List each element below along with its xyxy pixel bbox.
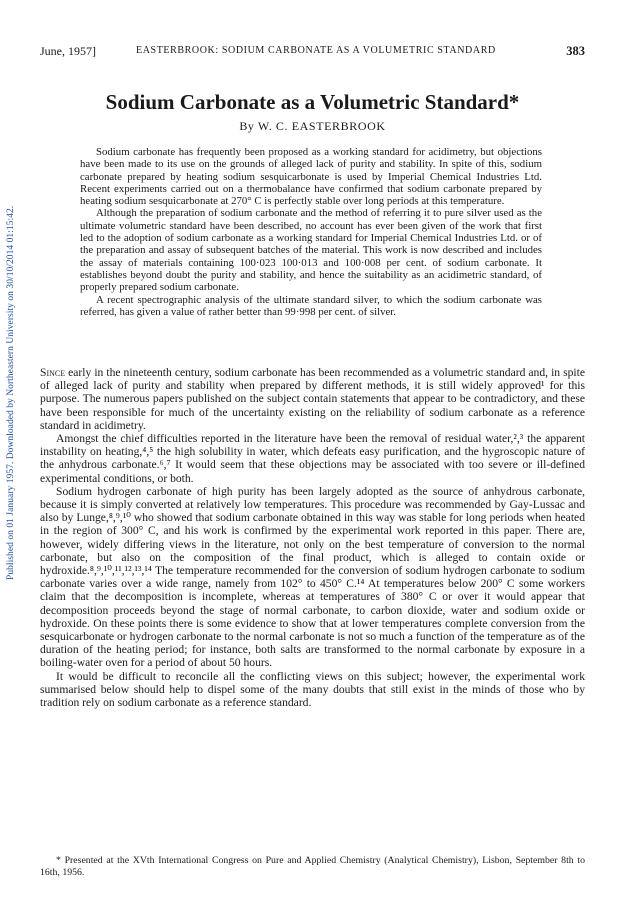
abstract-paragraph: A recent spectrographic analysis of the ultimate standard silver, to which the sodium carbonate was referred, has given a value of rather better than 99·998 per cent. of silver. — [80, 293, 542, 318]
article-body — [40, 366, 585, 709]
abstract — [80, 146, 542, 318]
body-paragraph: Sodium hydrogen carbonate of high purity has been largely adopted as the source of anhydrous carbonate, because it is simply converted at relatively low temperatures. This procedure was recommended by Gay-Lussac and also by Lunge,⁸,⁹,¹⁰ who showed that sodium carbonate obtained in this way was stable for long periods when heated in the region of 300° C, and his work is confirmed by the experimental work reported in this paper. There are, however, widely differing views in the literature, not only on the best temperature of conversion to the normal carbonate, but also on the composition of the final product, which is alleged to contain oxide or hydroxide.⁸,⁹,¹⁰,¹¹,¹²,¹³,¹⁴ The temperature recommended for the conversion of sodium hydrogen carbonate to sodium carbonate varies over a wide range, namely from 102° to 450° C.¹⁴ At temperatures below 200° C some workers claim that the decomposition is incomplete, whereas at temperatures of 380° C or over it would appear that decomposition proceeds beyond the stage of normal carbonate, to carbon dioxide, water and sodium oxide or hydroxide. On these points there is some evidence to show that at lower temperatures complete conversion from the sesquicarbonate or hydrogen carbonate to the normal carbonate is not so much a function of the temperature as of the duration of the heating period; for instance, both salts are transformed to the normal carbonate by exposure in a boiling-water oven for a period of about 50 hours. — [40, 484, 585, 670]
header-running-title: EASTERBROOK: SODIUM CARBONATE AS A VOLUMETRIC STANDARD — [136, 45, 496, 56]
body-paragraph: Amongst the chief difficulties reported in the literature have been the removal of residual water,²,³ the apparent instability on heating,⁴,⁵ the high solubility in water, which defeats easy purification, and the hygroscopic nature of the anhydrous carbonate.⁶,⁷ It would seem that these objections may be associated with too severe or ill-defined experimental conditions, or both. — [40, 432, 585, 485]
download-watermark-text: Published on 01 January 1957. Downloaded by Northeastern University on 30/10/2014 01:15:42. — [6, 205, 16, 580]
footnote — [40, 855, 585, 878]
article-title: Sodium Carbonate as a Volumetric Standard* — [105, 90, 520, 114]
body-paragraph: It would be difficult to reconcile all the conflicting views on this subject; however, the experimental work summarised below should help to dispel some of the many doubts that still exist in the minds of those who by tradition rely on sodium carbonate as a reference standard. — [40, 669, 585, 710]
header-date: June, 1957] — [40, 44, 96, 58]
abstract-paragraph: Sodium carbonate has frequently been proposed as a working standard for acidimetry, but objections have been made to its use on the grounds of alleged lack of purity and stability. In spite of this, sodium carbonate prepared by heating sodium sesquicarbonate is used by Imperial Chemical Industries Ltd. Recent experiments carried out on a thermobalance have confirmed that sodium carbonate prepared by heating sodium sesquicarbonate at 270° C is perfectly stable over long periods at this temperature. — [80, 146, 542, 208]
abstract-paragraph: Although the preparation of sodium carbonate and the method of referring it to pure silver used as the ultimate volumetric standard have been described, no account has ever been given of the work that first led to the adoption of sodium carbonate as a working standard for Imperial Chemical Industries Ltd. or of the preparation and assay of subsequent batches of the material. This work is now described and includes the assay of materials containing 100·023 100·013 and 100·008 per cent. of sodium carbonate. It establishes beyond doubt the purity and stability, and hence the suitability as an acidimetric standard, of properly prepared sodium carbonate. — [80, 207, 542, 294]
body-paragraph — [40, 366, 585, 432]
footnote-text: * Presented at the XVth International Congress on Pure and Applied Chemistry (Analytical Chemistry), Lisbon, September 8th to 16th, 1956. — [40, 855, 585, 878]
lead-word: Since — [40, 366, 66, 379]
article-byline: By W. C. EASTERBROOK — [239, 119, 386, 133]
running-header — [40, 44, 585, 60]
body-paragraph-text: early in the nineteenth century, sodium carbonate has been recommended as a volumetric standard and, in spite of alleged lack of purity and stability when prepared by different methods, it is still widely approved¹ for this purpose. The numerous papers published on the subject contain statements that appear to be contradictory, and these have been responsible for much of the uncertainty existing on the reliability of sodium carbonate as a reference standard in acidimetry. — [40, 366, 585, 432]
header-page-number: 383 — [566, 44, 585, 58]
download-watermark — [4, 110, 20, 580]
